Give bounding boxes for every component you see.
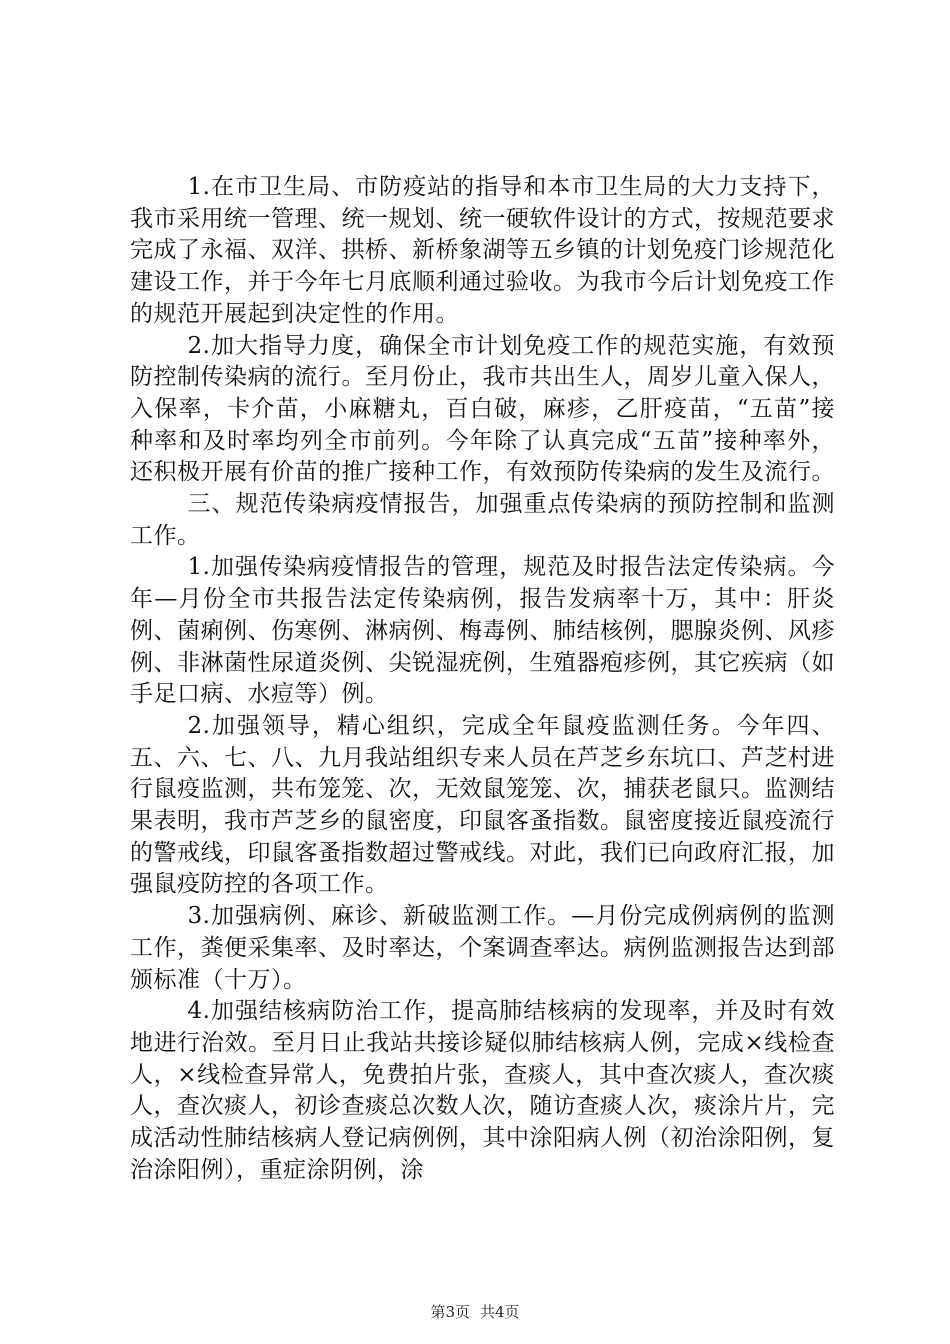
paragraph-1: 1.在市卫生局、市防疫站的指导和本市卫生局的大力支持下，我市采用统一管理、统一规划、统一硬软件设计的方式，按规范要求完成了永福、双洋、拱桥、新桥象湖等五乡镇的计划免疫门诊规范化建设工作，并于今年七月底顺利通过验收。为我市今后计划免疫工作的规范开展起到决定性的作用。 xyxy=(130,174,835,327)
page-total: 共4页 xyxy=(480,1303,520,1321)
page-footer xyxy=(0,1301,950,1322)
document-body xyxy=(130,172,835,1187)
paragraph-2: 2.加大指导力度，确保全市计划免疫工作的规范实施，有效预防控制传染病的流行。至月份止，我市共出生人，周岁儿童入保人，入保率，卡介苗，小麻糖丸，百白破，麻疹，乙肝疫苗，“五苗”接种率和及时率均列全市前列。今年除了认真完成“五苗”接种率外，还积极开展有价苗的推广接种工作，有效预防传染病的发生及流行。 xyxy=(130,332,835,486)
section-heading-3: 三、规范传染病疫情报告，加强重点传染病的预防控制和监测工作。 xyxy=(130,491,835,549)
paragraph-3-3: 3.加强病例、麻诊、新破监测工作。—月份完成例病例的监测工作，粪便采集率、及时率达，个案调查率达。病例监测报告达到部颁标准（十万）。 xyxy=(130,903,835,993)
paragraph-3-2: 2.加强领导，精心组织，完成全年鼠疫监测任务。今年四、五、六、七、八、九月我站组织专来人员在芦芝乡东坑口、芦芝村进行鼠疫监测，共布笼笼、次，无效鼠笼笼、次，捕获老鼠只。监测结果表明，我市芦芝乡的鼠密度，印鼠客蚤指数。鼠密度接近鼠疫流行的警戒线，印鼠客蚤指数超过警戒线。对此，我们已向政府汇报，加强鼠疫防控的各项工作。 xyxy=(130,712,835,898)
page-number: 第3页 xyxy=(430,1303,470,1321)
paragraph-3-1: 1.加强传染病疫情报告的管理，规范及时报告法定传染病。今年—月份全市共报告法定传染病例，报告发病率十万，其中：肝炎例、菌痢例、伤寒例、淋病例、梅毒例、肺结核例，腮腺炎例、风疹例、非淋菌性尿道炎例、尖锐湿疣例，生殖器疱疹例，其它疾病（如手足口病、水痘等）例。 xyxy=(130,554,835,708)
paragraph-3-4: 4.加强结核病防治工作，提高肺结核病的发现率，并及时有效地进行治效。至月日止我站共接诊疑似肺结核病人例，完成×线检查人，×线检查异常人，免费拍片张，查痰人，其中查次痰人，查次痰人，查次痰人，初诊查痰总次数人次，随访查痰人次，痰涂片片，完成活动性肺结核病人登记病例例，其中涂阳病人例（初治涂阳例，复治涂阳例），重症涂阴例，涂 xyxy=(130,998,835,1183)
